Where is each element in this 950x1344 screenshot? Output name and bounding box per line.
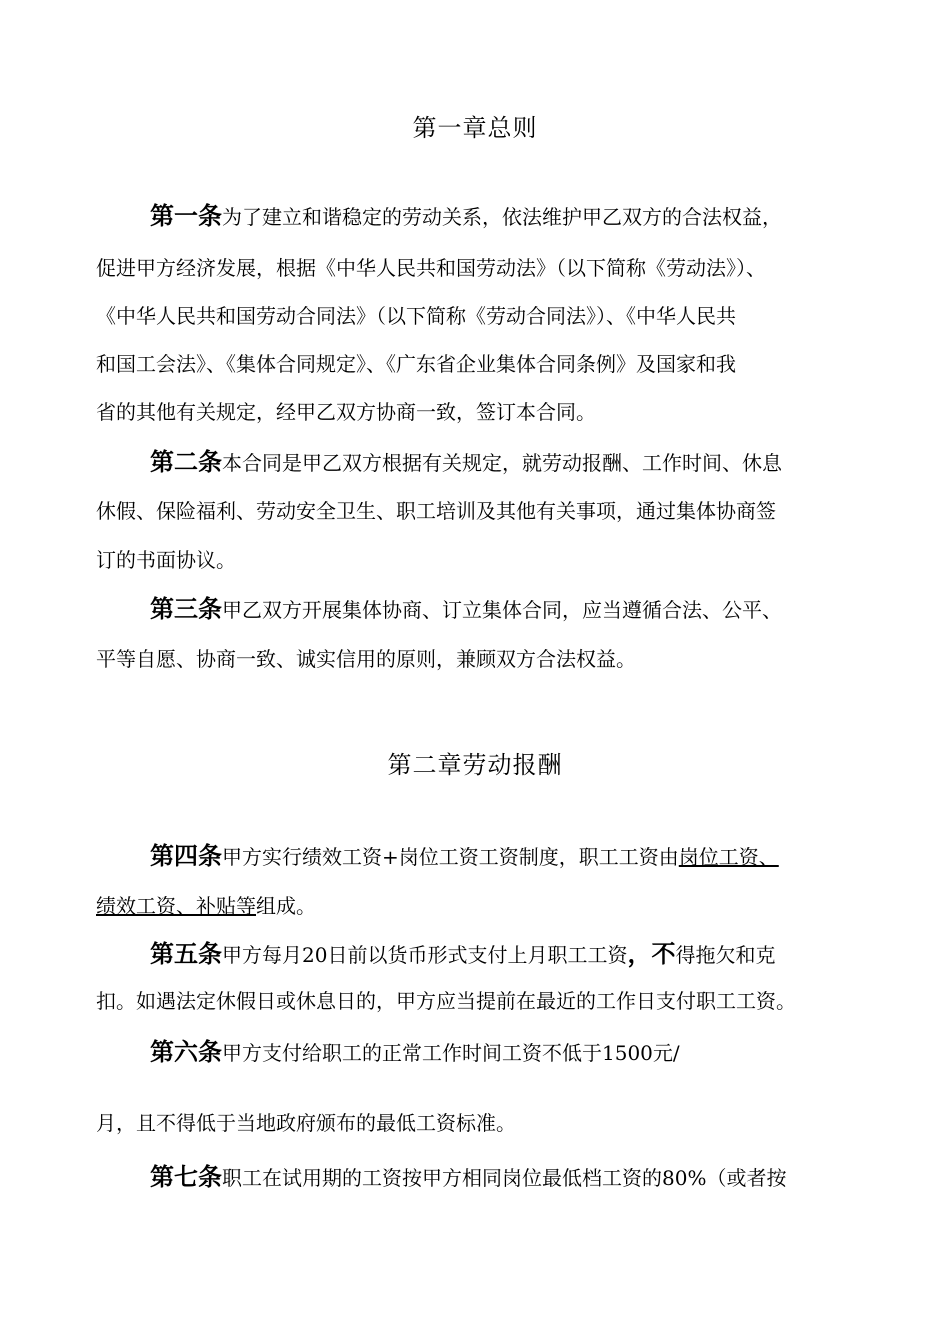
- article-1-line-1: 第一条为了建立和谐稳定的劳动关系，依法维护甲乙双方的合法权益，: [150, 202, 782, 230]
- article-5-label: 第五条: [150, 940, 222, 968]
- article-7-label: 第七条: [150, 1163, 222, 1191]
- article-3-line-1: 第三条甲乙双方开展集体协商、订立集体合同，应当遵循合法、公平、: [150, 595, 782, 623]
- article-1-line-5: 省的其他有关规定，经甲乙双方协商一致，签订本合同。: [96, 400, 596, 424]
- article-1-label: 第一条: [150, 202, 222, 230]
- article-4-line-2: 绩效工资、补贴等组成。: [96, 894, 316, 918]
- article-2-line-3: 订的书面协议。: [96, 548, 236, 572]
- article-6-line-2: 月，且不得低于当地政府颁布的最低工资标准。: [96, 1111, 516, 1135]
- article-5-line-2: 扣。如遇法定休假日或休息日的，甲方应当提前在最近的工作日支付职工工资。: [96, 989, 796, 1013]
- article-4-label: 第四条: [150, 842, 222, 870]
- article-2-line-1: 第二条本合同是甲乙双方根据有关规定，就劳动报酬、工作时间、休息: [150, 448, 782, 476]
- chapter-1-heading: 第一章总则: [412, 114, 538, 142]
- article-2-line-2: 休假、保险福利、劳动安全卫生、职工培训及其他有关事项，通过集体协商签: [96, 499, 776, 523]
- article-1-line-4: 和国工会法》、《集体合同规定》、《广东省企业集体合同条例》及国家和我: [96, 352, 736, 376]
- article-3-line-2: 平等自愿、协商一致、诚实信用的原则，兼顾双方合法权益。: [96, 647, 636, 671]
- article-1-line-2: 促进甲方经济发展，根据《中华人民共和国劳动法》（以下简称《劳动法》）、: [96, 256, 766, 280]
- article-6-line-1: 第六条甲方支付给职工的正常工作时间工资不低于1500元/: [150, 1038, 680, 1066]
- article-1-line-3: 《中华人民共和国劳动合同法》（以下简称《劳动合同法》）、《中华人民共: [96, 304, 736, 328]
- article-3-label: 第三条: [150, 595, 222, 623]
- chapter-2-heading: 第二章劳动报酬: [387, 751, 563, 779]
- article-2-label: 第二条: [150, 448, 222, 476]
- article-4-line-1: 第四条甲方实行绩效工资+岗位工资工资制度，职工工资由岗位工资、: [150, 842, 779, 870]
- article-5-line-1: 第五条甲方每月20日前以货币形式支付上月职工工资，不得拖欠和克: [150, 939, 776, 968]
- article-7-line-1: 第七条职工在试用期的工资按甲方相同岗位最低档工资的80%（或者按: [150, 1163, 787, 1191]
- article-6-label: 第六条: [150, 1038, 222, 1066]
